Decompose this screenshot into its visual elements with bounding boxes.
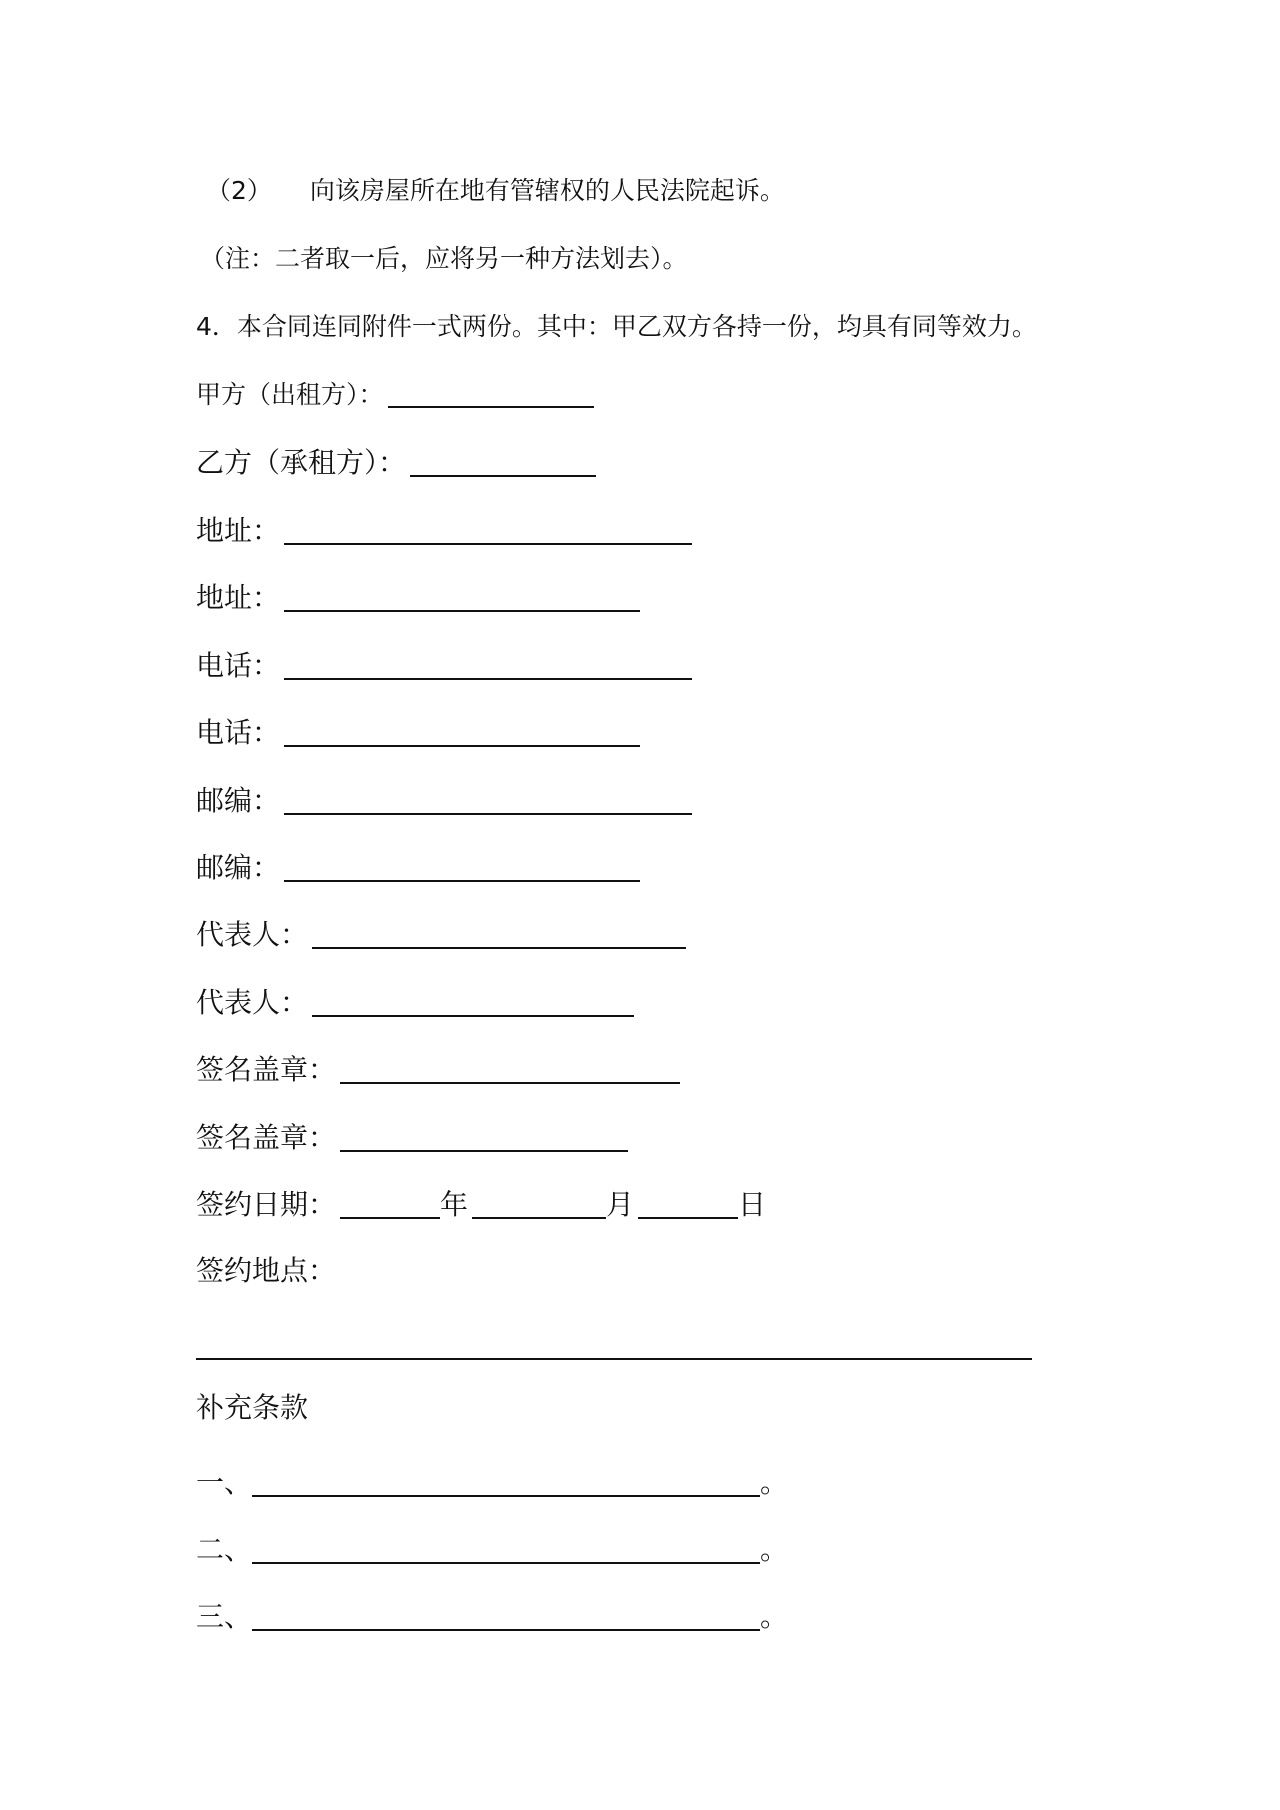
month-label: 月: [606, 1188, 635, 1221]
supplement-item-blank[interactable]: [252, 1467, 760, 1497]
day-blank[interactable]: [638, 1189, 738, 1219]
party-b-address-line: [196, 582, 640, 612]
party-b-representative-line: [196, 987, 634, 1017]
party-b-phone-line: [196, 717, 640, 747]
supplement-item-label: 一、: [196, 1466, 253, 1499]
supplement-item-label: 二、: [196, 1533, 253, 1566]
supplement-title: 补充条款: [196, 1391, 309, 1424]
sign-date-line: [196, 1189, 766, 1219]
party-b-phone-blank[interactable]: [284, 717, 640, 747]
clause-4: 4．本合同连同附件一式两份。其中：甲乙双方各持一份，均具有同等效力。: [196, 312, 1037, 341]
supplement-item-end: 。: [760, 1533, 789, 1566]
supplement-item: [196, 1467, 788, 1497]
party-a-phone-line: [196, 650, 692, 680]
remedy-item-2: [206, 178, 785, 203]
party-b-postcode-line: [196, 852, 640, 882]
party-b-line: [196, 447, 596, 477]
address-label: 地址：: [196, 514, 281, 547]
party-b-seal-line: [196, 1122, 628, 1152]
phone-label: 电话：: [196, 716, 281, 749]
party-a-seal-blank[interactable]: [340, 1054, 680, 1084]
party-a-postcode-line: [196, 785, 692, 815]
seal-label: 签名盖章：: [196, 1053, 337, 1086]
supplement-item: [196, 1601, 788, 1631]
party-a-blank[interactable]: [388, 381, 594, 408]
party-a-line: [196, 381, 594, 408]
party-a-representative-blank[interactable]: [312, 919, 686, 949]
supplement-item-blank[interactable]: [252, 1534, 760, 1564]
year-label: 年: [440, 1188, 469, 1221]
party-b-blank[interactable]: [410, 447, 596, 477]
supplement-item-end: 。: [760, 1600, 789, 1633]
phone-label: 电话：: [196, 649, 281, 682]
party-b-label: 乙方（承租方）：: [196, 446, 407, 479]
postcode-label: 邮编：: [196, 851, 281, 884]
seal-label: 签名盖章：: [196, 1121, 337, 1154]
sign-place-label: 签约地点：: [196, 1254, 337, 1287]
party-a-seal-line: [196, 1054, 680, 1084]
party-a-label: 甲方（出租方）：: [196, 380, 384, 409]
party-a-representative-line: [196, 919, 686, 949]
supplement-item-blank[interactable]: [252, 1601, 760, 1631]
supplement-item-end: 。: [760, 1466, 789, 1499]
representative-label: 代表人：: [196, 918, 309, 951]
party-b-address-blank[interactable]: [284, 582, 640, 612]
party-a-phone-blank[interactable]: [284, 650, 692, 680]
address-label: 地址：: [196, 581, 281, 614]
party-a-address-blank[interactable]: [284, 515, 692, 545]
postcode-label: 邮编：: [196, 784, 281, 817]
year-blank[interactable]: [340, 1189, 440, 1219]
representative-label: 代表人：: [196, 986, 309, 1019]
sign-place-blank[interactable]: [196, 1330, 1032, 1360]
month-blank[interactable]: [472, 1189, 606, 1219]
remedy-item-number: （2）: [206, 176, 272, 205]
supplement-item: [196, 1534, 788, 1564]
supplement-item-label: 三、: [196, 1600, 253, 1633]
day-label: 日: [738, 1188, 767, 1221]
party-b-representative-blank[interactable]: [312, 987, 634, 1017]
remedy-item-text: 向该房屋所在地有管辖权的人民法院起诉。: [309, 176, 785, 205]
date-label: 签约日期：: [196, 1188, 337, 1221]
remedy-note: （注：二者取一后，应将另一种方法划去）。: [200, 244, 688, 273]
party-b-postcode-blank[interactable]: [284, 852, 640, 882]
party-a-postcode-blank[interactable]: [284, 785, 692, 815]
party-a-address-line: [196, 515, 692, 545]
party-b-seal-blank[interactable]: [340, 1122, 628, 1152]
